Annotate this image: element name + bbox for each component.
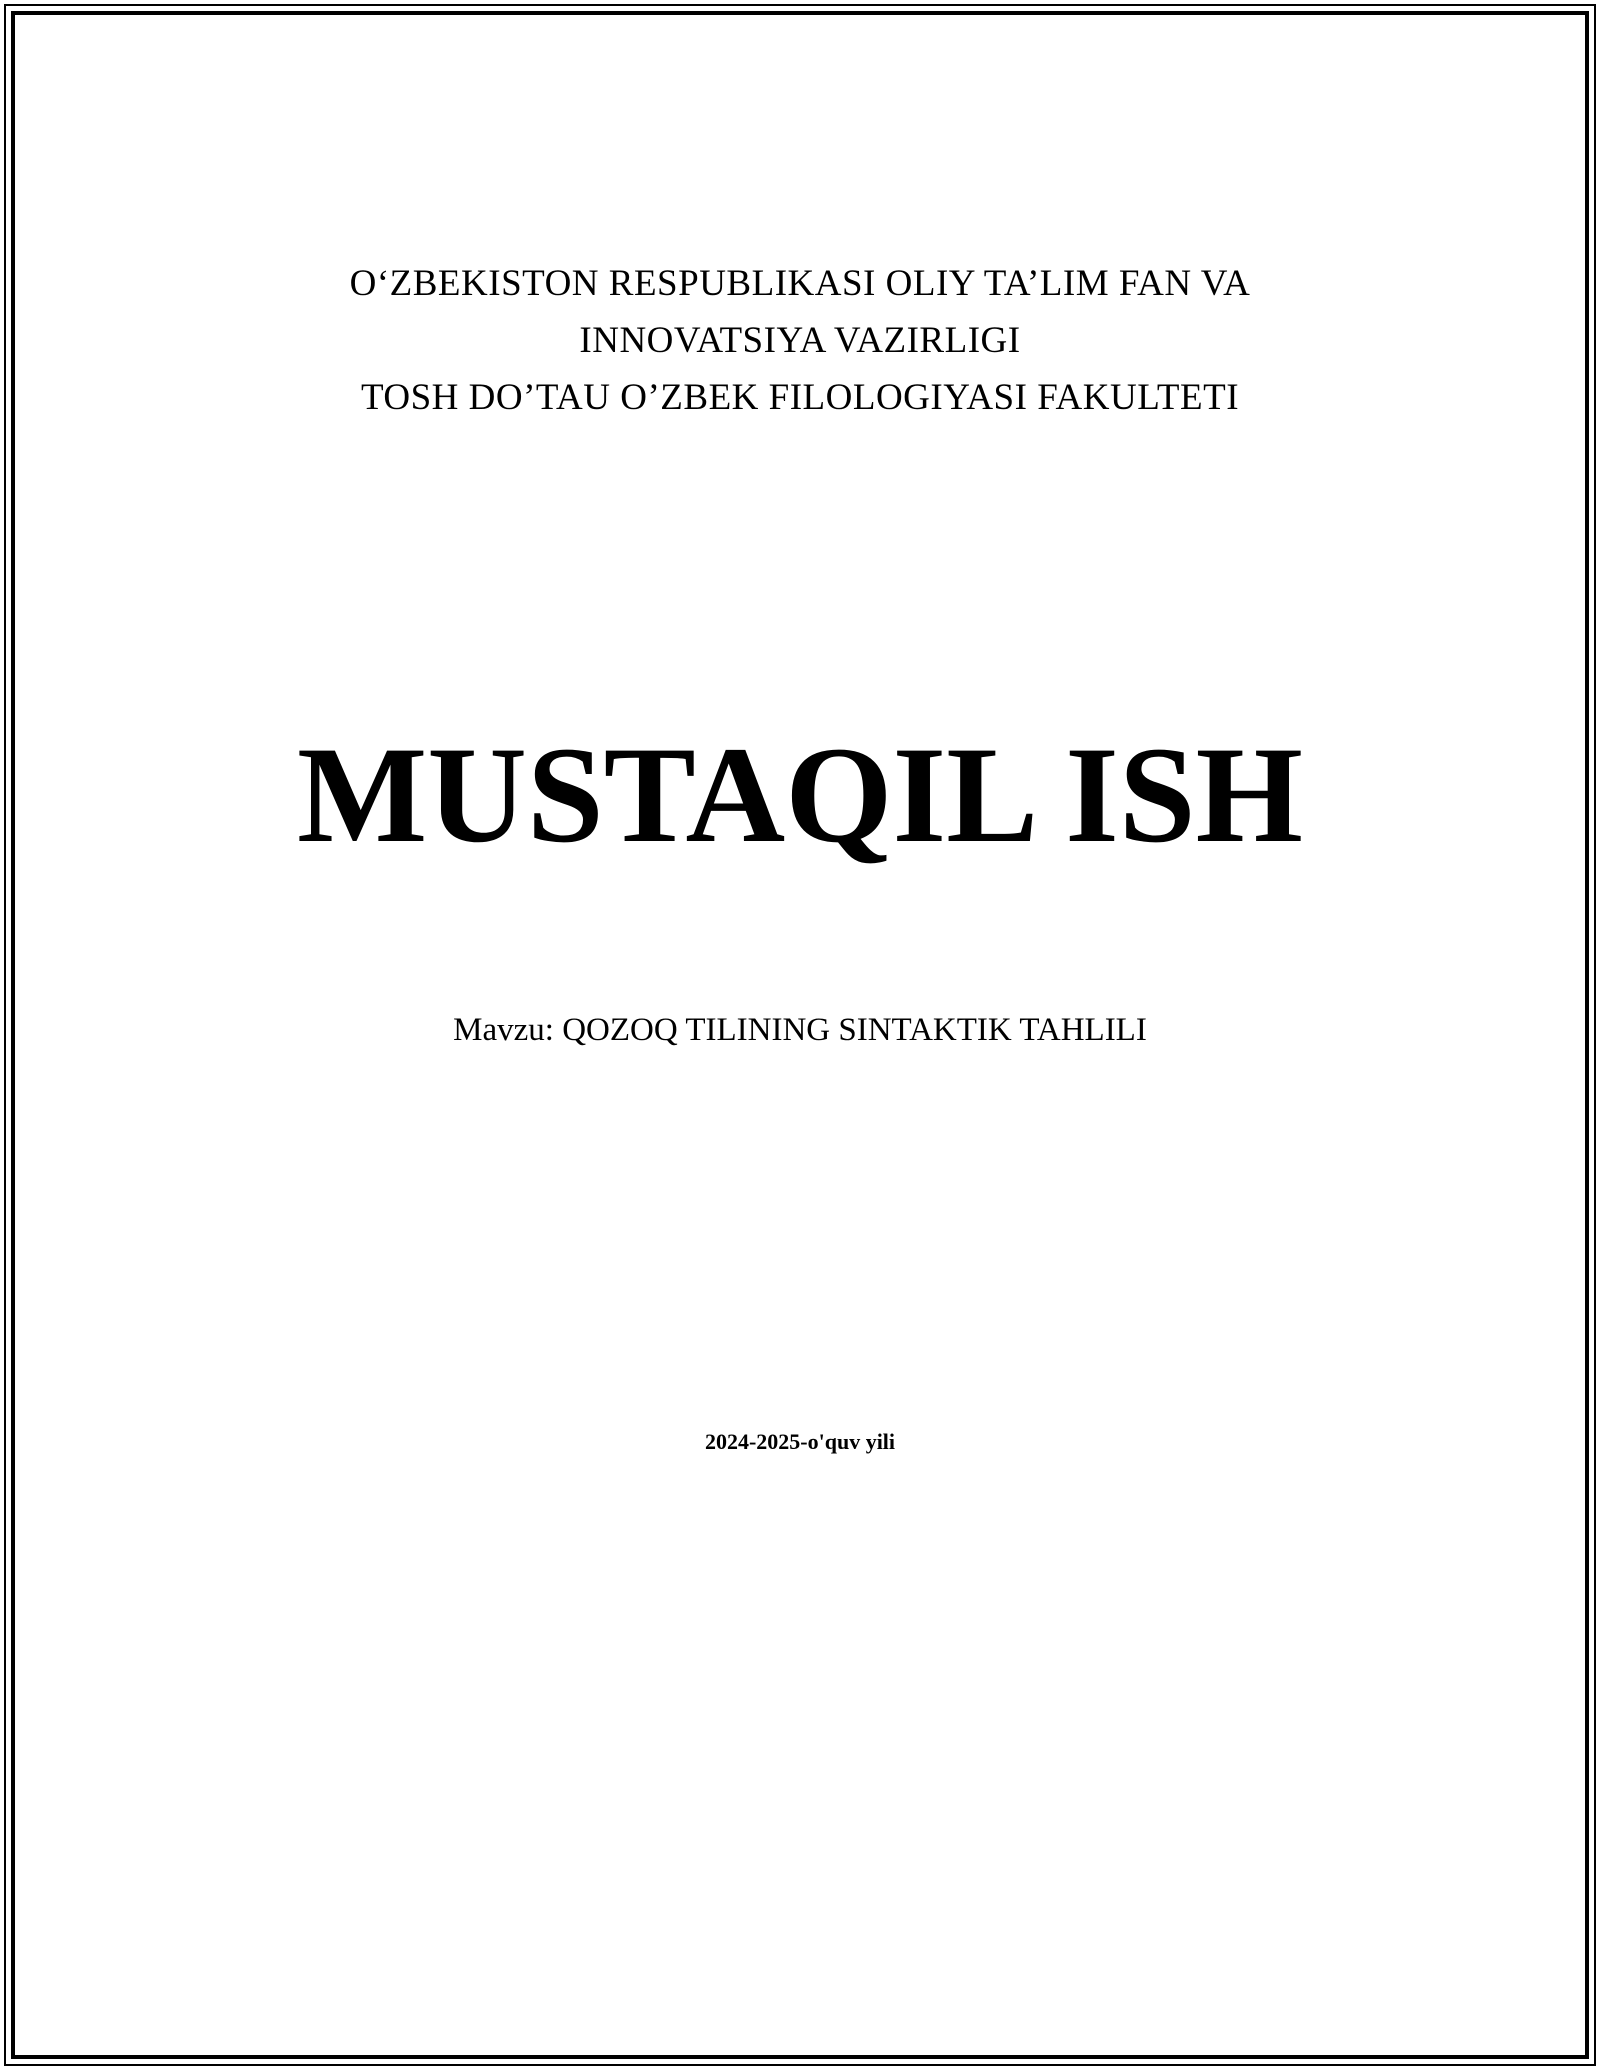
page-content [15,15,1585,2055]
ministry-header [15,255,1585,426]
header-line-1: O‘ZBEKISTON RESPUBLIKASI OLIY TA’LIM FAN VA [349,263,1251,304]
header-line-3: TOSH DO’TAU O’ZBEK FILOLOGIYASI FAKULTETI [360,377,1240,418]
topic-line: Mavzu: QOZOQ TILINING SINTAKTIK TAHLILI [453,1012,1147,1048]
document-title: MUSTAQIL ISH [297,718,1303,871]
header-line-2: INNOVATSIYA VAZIRLIGI [579,320,1021,361]
academic-year: 2024-2025-o'quv yili [704,1429,896,1454]
